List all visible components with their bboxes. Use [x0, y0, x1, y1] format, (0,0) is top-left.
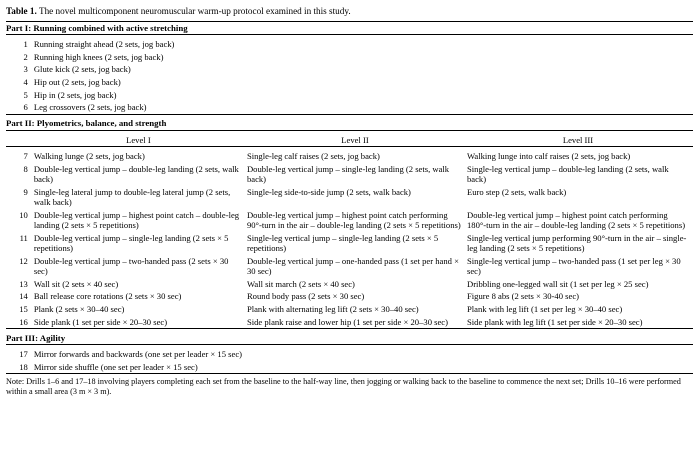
- row-number: 16: [19, 316, 28, 327]
- table-row: [6, 360, 693, 373]
- row-number: 7: [23, 150, 28, 161]
- row-level-1: Single-leg lateral jump to double-leg lateral jump (2 sets, walk back): [33, 186, 231, 207]
- level-header-3: Level III: [562, 134, 594, 145]
- row-number: 3: [23, 64, 28, 75]
- row-level-2: Plank with alternating leg lift (2 sets × 30–40 sec): [246, 303, 419, 314]
- row-level-2: Round body pass (2 sets × 30 sec): [246, 291, 365, 302]
- row-level-3: Single-leg vertical jump – double-leg landing (2 sets, walk back): [466, 163, 669, 184]
- table-row: [6, 231, 693, 254]
- row-level-2: Single-leg calf raises (2 sets, jog back): [246, 150, 380, 161]
- row-level-1: Plank (2 sets × 30–40 sec): [33, 303, 125, 314]
- row-number: 13: [19, 278, 28, 289]
- row-text: Leg crossovers (2 sets, jog back): [33, 102, 147, 113]
- row-text: Running straight ahead (2 sets, jog back): [33, 38, 175, 49]
- row-level-1: Walking lunge (2 sets, jog back): [33, 150, 145, 161]
- table-row: [6, 348, 693, 361]
- row-text: Hip in (2 sets, jog back): [33, 89, 117, 100]
- section-title: Part II: Plyometrics, balance, and strength: [6, 118, 167, 129]
- section-title: Part I: Running combined with active stretching: [6, 22, 188, 33]
- section-header-part-3: [6, 331, 693, 344]
- section-title: Part III: Agility: [6, 332, 66, 343]
- row-level-3: Side plank with leg lift (1 set per side × 20–30 sec): [466, 316, 643, 327]
- row-number: 6: [23, 102, 28, 113]
- row-number: 1: [23, 38, 28, 49]
- table-row: [6, 290, 693, 303]
- table-row: [6, 185, 693, 208]
- row-number: 9: [23, 186, 28, 197]
- table-row: [6, 303, 693, 316]
- row-level-3: Figure 8 abs (2 sets × 30-40 sec): [466, 291, 579, 302]
- level-header-1: Level I: [126, 134, 151, 145]
- row-text: Mirror forwards and backwards (one set per leader × 15 sec): [33, 348, 242, 359]
- section-header-part-2: [6, 117, 693, 130]
- table-row: [6, 150, 693, 163]
- caption-label: Table 1.: [6, 6, 37, 16]
- table-row: [6, 162, 693, 185]
- table-row: [6, 208, 693, 231]
- row-level-2: Double-leg vertical jump – one-handed pass (1 set per hand × 30 sec): [246, 255, 459, 276]
- row-text: Running high knees (2 sets, jog back): [33, 51, 164, 62]
- table-row: [6, 315, 693, 328]
- row-level-1: Double-leg vertical jump – highest point catch – double-leg landing (2 sets × 5 repetitions): [33, 209, 240, 230]
- row-level-2: Single-leg vertical jump – single-leg landing (2 sets × 5 repetitions): [246, 232, 439, 253]
- row-number: 17: [19, 348, 28, 359]
- row-number: 8: [23, 163, 28, 174]
- drills-table: [6, 22, 693, 374]
- row-number: 12: [19, 255, 28, 266]
- row-level-3: Single-leg vertical jump performing 90°-turn in the air – single-leg landing (2 sets × 5 repetitions): [466, 232, 687, 253]
- row-level-3: Dribbling one-legged wall sit (1 set per leg × 25 sec): [466, 278, 649, 289]
- table-row: [6, 277, 693, 290]
- table-row: [6, 76, 693, 89]
- row-level-2: Double-leg vertical jump – highest point catch performing 90°-turn in the air – double-leg landing (2 sets × 5 repetitions): [246, 209, 461, 230]
- row-level-2: Side plank raise and lower hip (1 set per side × 20–30 sec): [246, 316, 448, 327]
- table-row: [6, 254, 693, 277]
- row-level-1: Ball release core rotations (2 sets × 30 sec): [33, 291, 182, 302]
- row-level-3: Walking lunge into calf raises (2 sets, jog back): [466, 150, 631, 161]
- table-note: Note: Drills 1–6 and 17–18 involving players completing each set from the baseline to the half-way line, then jogging or walking back to the baseline to commence the next set; Drills 10–16 were performed within a small area (3 m × 3 m).: [6, 377, 681, 397]
- row-number: 18: [19, 361, 28, 372]
- row-number: 15: [19, 303, 28, 314]
- level-header-row: [6, 134, 693, 147]
- row-number: 11: [19, 232, 28, 243]
- table-row: [6, 50, 693, 63]
- caption-text: The novel multicomponent neuromuscular warm-up protocol examined in this study.: [38, 6, 351, 16]
- section-header-part-1: [6, 22, 693, 35]
- row-number: 4: [23, 77, 28, 88]
- table-row: [6, 89, 693, 102]
- row-text: Hip out (2 sets, jog back): [33, 77, 121, 88]
- row-level-3: Plank with leg lift (1 set per leg × 30–40 sec): [466, 303, 623, 314]
- row-text: Glute kick (2 sets, jog back): [33, 64, 131, 75]
- row-number: 5: [23, 89, 28, 100]
- table-row: [6, 63, 693, 76]
- row-number: 2: [23, 51, 28, 62]
- row-level-2: Wall sit march (2 sets × 40 sec): [246, 278, 355, 289]
- row-level-3: Single-leg vertical jump – two-handed pass (1 set per leg × 30 sec): [466, 255, 681, 276]
- row-number: 14: [19, 291, 28, 302]
- level-header-2: Level II: [341, 134, 369, 145]
- level-header-spacer: [6, 134, 34, 147]
- table-caption: [6, 6, 693, 21]
- row-level-3: Double-leg vertical jump – highest point catch performing 180°-turn in the air – double-leg landing (2 sets × 5 repetitions): [466, 209, 686, 230]
- row-level-1: Double-leg vertical jump – single-leg landing (2 sets × 5 repetitions): [33, 232, 229, 253]
- table-row: [6, 38, 693, 51]
- table-row: [6, 101, 693, 114]
- row-level-1: Double-leg vertical jump – double-leg landing (2 sets, walk back): [33, 163, 239, 184]
- row-level-2: Single-leg side-to-side jump (2 sets, walk back): [246, 186, 411, 197]
- row-level-1: Side plank (1 set per side × 20–30 sec): [33, 316, 168, 327]
- row-level-1: Double-leg vertical jump – two-handed pass (2 sets × 30 sec): [33, 255, 229, 276]
- row-level-1: Wall sit (2 sets × 40 sec): [33, 278, 119, 289]
- row-level-3: Euro step (2 sets, walk back): [466, 186, 567, 197]
- row-text: Mirror side shuffle (one set per leader × 15 sec): [33, 361, 198, 372]
- row-number: 10: [19, 209, 28, 220]
- row-level-2: Double-leg vertical jump – single-leg landing (2 sets, walk back): [246, 163, 450, 184]
